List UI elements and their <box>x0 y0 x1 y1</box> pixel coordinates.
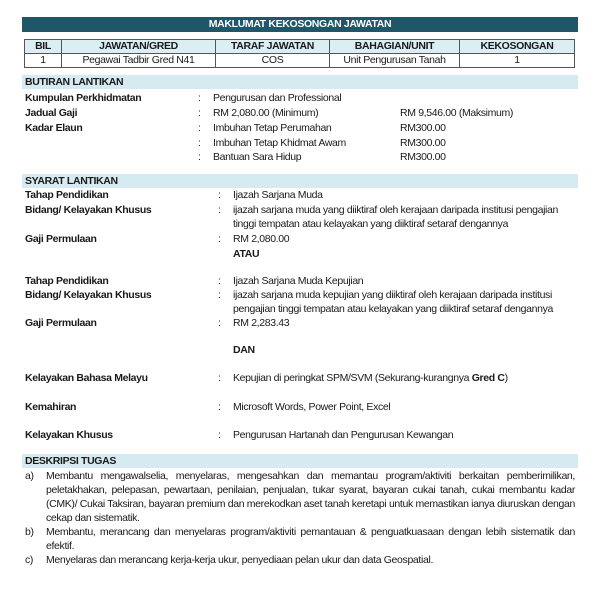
gaji-label: Gaji Permulaan <box>25 317 97 329</box>
elaun-amount: RM300.00 <box>400 151 446 163</box>
colon: : <box>218 289 221 301</box>
list-item <box>22 525 575 553</box>
item-text: Menyelaras dan merancang kerja-kerja ukur, penyediaan pelan ukur dan data Geospatial. <box>46 554 434 566</box>
table-header-row <box>25 40 575 54</box>
header-bahagian: BAHAGIAN/UNIT <box>330 40 460 54</box>
item-marker: b) <box>25 526 34 538</box>
tahap-value: Ijazah Sarjana Muda <box>233 189 323 201</box>
header-taraf: TARAF JAWATAN <box>216 40 330 54</box>
colon: : <box>198 107 201 119</box>
jadual-max: RM 9,546.00 (Maksimum) <box>400 107 514 119</box>
tahap-value: Ijazah Sarjana Muda Kepujian <box>233 275 364 287</box>
bm-value <box>233 371 508 385</box>
jadual-label: Jadual Gaji <box>25 107 78 119</box>
vacancy-table <box>24 39 575 68</box>
bidang-label: Bidang/ Kelayakan Khusus <box>25 289 152 301</box>
khusus-value: Pengurusan Hartanah dan Pengurusan Kewangan <box>233 429 454 441</box>
cell-bil: 1 <box>25 54 62 68</box>
colon: : <box>198 151 201 163</box>
elaun-label: Kadar Elaun <box>25 122 83 134</box>
colon: : <box>218 401 221 413</box>
table-row <box>25 54 575 68</box>
header-jawatan: JAWATAN/GRED <box>62 40 216 54</box>
tahap-label: Tahap Pendidikan <box>25 275 109 287</box>
atau-text: ATAU <box>233 248 260 260</box>
bidang-label: Bidang/ Kelayakan Khusus <box>25 204 152 216</box>
elaun-name: Bantuan Sara Hidup <box>213 151 302 163</box>
colon: : <box>198 92 201 104</box>
item-marker: c) <box>25 554 34 566</box>
bidang-value: ijazah sarjana muda yang diiktiraf oleh kerajaan daripada institusi pengajian tinggi tempatan atau kelayakan yang diiktiraf setaraf dengannya <box>233 204 559 230</box>
gaji-value: RM 2,283.43 <box>233 317 290 329</box>
section-heading-syarat: SYARAT LANTIKAN <box>22 174 578 188</box>
cell-jawatan: Pegawai Tadbir Gred N41 <box>62 54 216 68</box>
colon: : <box>198 137 201 149</box>
cell-kekosongan: 1 <box>460 54 575 68</box>
kumpulan-value: Pengurusan dan Professional <box>213 92 342 104</box>
cell-bahagian: Unit Pengurusan Tanah <box>330 54 460 68</box>
kemahiran-value: Microsoft Words, Power Point, Excel <box>233 401 391 413</box>
bm-value-text: Kepujian di peringkat SPM/SVM (Sekurang-kurangnya <box>233 372 472 384</box>
colon: : <box>218 317 221 329</box>
bm-grade: Gred C <box>471 372 505 384</box>
gaji-value: RM 2,080.00 <box>233 233 290 245</box>
dan-text: DAN <box>233 344 255 356</box>
khusus-label: Kelayakan Khusus <box>25 429 113 441</box>
colon: : <box>218 429 221 441</box>
colon: : <box>198 122 201 134</box>
kumpulan-label: Kumpulan Perkhidmatan <box>25 92 142 104</box>
jadual-min: RM 2,080.00 (Minimum) <box>213 107 319 119</box>
elaun-name: Imbuhan Tetap Khidmat Awam <box>213 137 346 149</box>
item-text: Membantu, merancang dan menyelaras program/aktiviti pemantauan & penguatkuasaan dengan lebih sistematik dan efektif. <box>46 526 575 552</box>
colon: : <box>218 189 221 201</box>
elaun-name: Imbuhan Tetap Perumahan <box>213 122 332 134</box>
page-title: MAKLUMAT KEKOSONGAN JAWATAN <box>22 17 578 32</box>
gaji-label: Gaji Permulaan <box>25 233 97 245</box>
section-heading-deskripsi: DESKRIPSI TUGAS <box>22 454 578 468</box>
header-bil: BIL <box>25 40 62 54</box>
cell-taraf: COS <box>216 54 330 68</box>
section-heading-butiran: BUTIRAN LANTIKAN <box>22 75 578 89</box>
item-marker: a) <box>25 470 34 482</box>
colon: : <box>218 233 221 245</box>
bidang-value: ijazah sarjana muda kepujian yang diiktiraf oleh kerajaan daripada institusi pengajian tinggi tempatan atau kelayakan yang diiktiraf setaraf dengannya <box>233 289 554 315</box>
colon: : <box>218 372 221 384</box>
kemahiran-label: Kemahiran <box>25 401 77 413</box>
colon: : <box>218 275 221 287</box>
elaun-amount: RM300.00 <box>400 122 446 134</box>
bm-close: ) <box>504 372 508 384</box>
colon: : <box>218 204 221 216</box>
tahap-label: Tahap Pendidikan <box>25 189 109 201</box>
elaun-amount: RM300.00 <box>400 137 446 149</box>
list-item <box>22 469 575 525</box>
item-text: Membantu mengawalselia, menyelaras, mengesahkan dan memantau program/aktiviti berkaitan pemberimilikan, peletakhakan, pelepasan, pewartaan, penilaian, penjualan, tukar syarat, bayaran cukai tanah, cukai membantu kadar (CMK)/ Cukai Taksiran, bayaran premium dan merekodkan aset tanah keretapi untuk memastikan ianya diuruskan dengan cekap dan sistematik. <box>46 470 575 524</box>
header-kekosongan: KEKOSONGAN <box>460 40 575 54</box>
bm-label: Kelayakan Bahasa Melayu <box>25 372 148 384</box>
duty-list <box>22 469 575 567</box>
list-item <box>22 553 575 567</box>
